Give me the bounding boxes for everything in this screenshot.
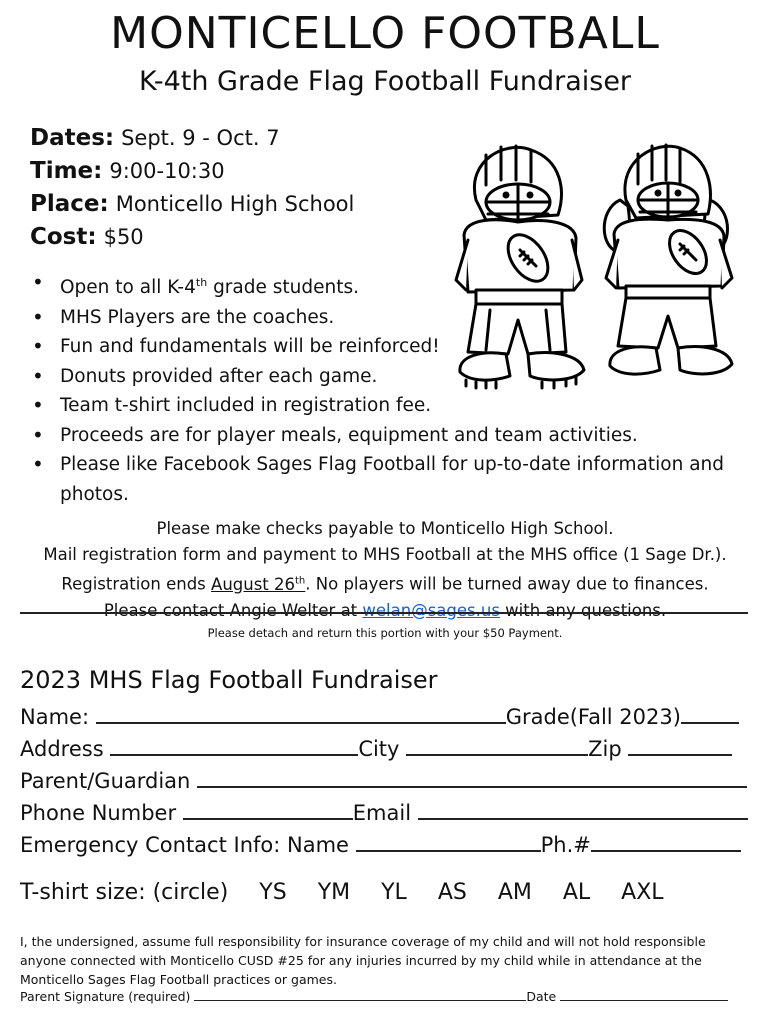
form-title: 2023 MHS Flag Football Fundraiser (20, 666, 438, 694)
contact-note: Please contact Angie Welter at welan@sages.us with any questions. (103, 600, 667, 620)
size-option[interactable]: AM (497, 880, 532, 905)
payment-notes (0, 516, 770, 624)
size-option[interactable]: YL (381, 880, 407, 905)
phone-field[interactable] (183, 798, 353, 820)
address-row (20, 734, 732, 761)
name-row (20, 702, 739, 729)
list-item: • Open to all K-4th grade students. (60, 268, 740, 303)
emergency-label: Emergency Contact Info: Name (20, 833, 356, 857)
tshirt-row (20, 880, 664, 905)
time-line (30, 155, 225, 188)
registration-note: Registration ends August 26th. No players will be turned away due to finances. (61, 574, 709, 594)
signature-field[interactable] (194, 988, 526, 1001)
parent-field[interactable] (197, 766, 747, 788)
emergency-name-field[interactable] (356, 830, 541, 852)
place-line (30, 188, 354, 221)
page-title: MONTICELLO FOOTBALL (110, 8, 660, 59)
city-field[interactable] (406, 734, 588, 756)
ph-label: Ph.# (540, 833, 591, 857)
page-subtitle: K-4th Grade Flag Football Fundraiser (138, 66, 632, 97)
cost-value: $50 (103, 225, 144, 249)
dates-label: Dates: (30, 125, 115, 151)
parent-row (20, 766, 747, 793)
size-option[interactable]: AS (437, 880, 467, 905)
city-label: City (358, 737, 407, 761)
tshirt-label: T-shirt size: (circle) (20, 880, 229, 905)
phone-row (20, 798, 748, 825)
grade-field[interactable] (681, 702, 739, 724)
parent-label: Parent/Guardian (20, 769, 198, 793)
email-label: Email (352, 801, 418, 825)
time-value: 9:00-10:30 (109, 159, 225, 183)
cost-label: Cost: (30, 224, 97, 250)
grade-label: Grade(Fall 2023) (505, 705, 681, 729)
list-item: • Donuts provided after each game. (60, 362, 740, 392)
phone-label: Phone Number (20, 801, 183, 825)
detach-instructions: Please detach and return this portion with your $50 Payment. (207, 626, 563, 640)
list-item: • Fun and fundamentals will be reinforced! (60, 332, 740, 362)
date-field[interactable] (560, 988, 728, 1001)
list-item: • Team t-shirt included in registration fee. (60, 391, 740, 421)
time-label: Time: (30, 158, 103, 184)
zip-label: Zip (588, 737, 629, 761)
mail-note: Mail registration form and payment to MHS Football at the MHS office (1 Sage Dr.). (43, 545, 727, 564)
list-item: • Proceeds are for player meals, equipment and team activities. (60, 421, 740, 451)
emergency-phone-field[interactable] (591, 830, 741, 852)
feature-list (28, 268, 740, 509)
liability-disclaimer: I, the undersigned, assume full responsibility for insurance coverage of my child and will not hold responsible anyone connected with Monticello CUSD #25 for any injuries incurred by my child while in attendance at the Monticello Sages Flag Football practices or games. (20, 934, 706, 987)
detach-line (20, 612, 748, 614)
size-option[interactable]: YM (317, 880, 351, 905)
size-option[interactable]: YS (259, 880, 287, 905)
email-link[interactable]: welan@sages.us (362, 600, 500, 620)
place-label: Place: (30, 191, 109, 217)
address-label: Address (20, 737, 111, 761)
signature-label: Parent Signature (required) (20, 989, 195, 1004)
dates-line (30, 122, 280, 155)
email-field[interactable] (418, 798, 748, 820)
cost-line (30, 221, 144, 254)
zip-field[interactable] (628, 734, 732, 756)
name-field[interactable] (96, 702, 506, 724)
address-field[interactable] (110, 734, 358, 756)
date-label: Date (526, 989, 561, 1004)
name-label: Name: (20, 705, 96, 729)
checks-note: Please make checks payable to Monticello High School. (156, 519, 614, 538)
size-option[interactable]: AXL (621, 880, 664, 905)
list-item: • Please like Facebook Sages Flag Football for up-to-date information and photos. (60, 450, 740, 509)
place-value: Monticello High School (115, 192, 355, 216)
size-option[interactable]: AL (562, 880, 591, 905)
dates-value: Sept. 9 - Oct. 7 (121, 126, 280, 150)
emergency-row (20, 830, 741, 857)
list-item: • MHS Players are the coaches. (60, 303, 740, 333)
signature-row (20, 988, 728, 1004)
